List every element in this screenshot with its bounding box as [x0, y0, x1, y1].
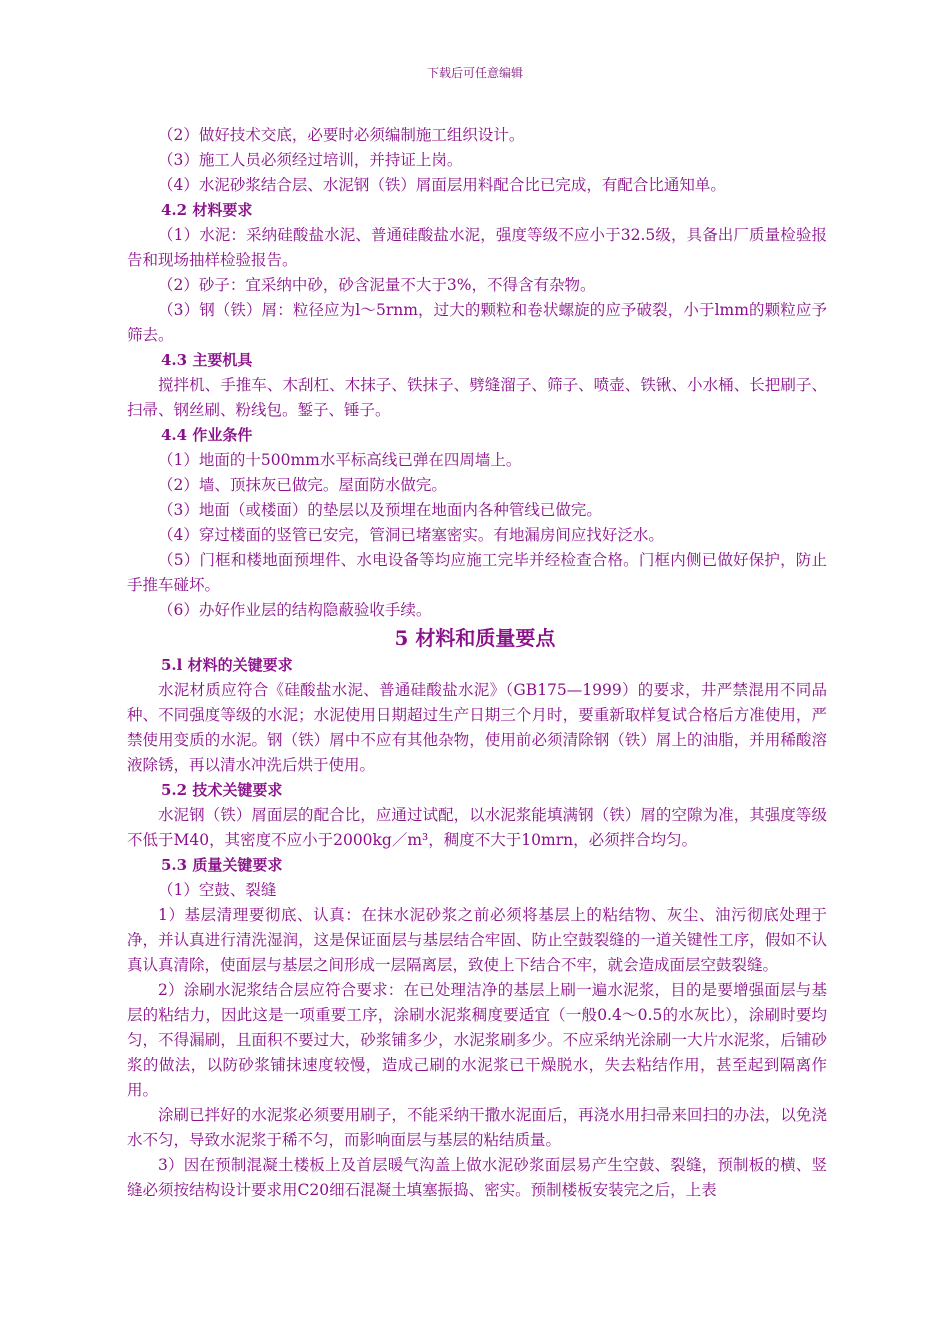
section-heading: 5.2 技术关键要求 — [161, 781, 283, 799]
section-heading: 5.l 材料的关键要求 — [161, 656, 293, 674]
paragraph: （5）门框和楼地面预埋件、水电设备等均应施工完毕并经检查合格。门框内侧已做好保护，防止手推车碰坏。 — [127, 551, 827, 594]
paragraph: （3）施工人员必须经过培训，并持证上岗。 — [158, 151, 463, 169]
paragraph: （4）水泥砂浆结合层、水泥钢（铁）屑面层用料配合比已完成，有配合比通知单。 — [158, 176, 726, 194]
paragraph: （1）地面的十500mm水平标高线已弹在四周墙上。 — [158, 451, 522, 469]
paragraph: 3）因在预制混凝土楼板上及首层暖气沟盖上做水泥砂浆面层易产生空鼓、裂缝，预制板的横、竖缝必须按结构设计要求用C20细石混凝土填塞振捣、密实。预制楼板安装完之后，上表 — [127, 1156, 827, 1199]
paragraph: （6）办好作业层的结构隐蔽验收手续。 — [158, 601, 432, 619]
paragraph: （2）做好技术交底，必要时必须编制施工组织设计。 — [158, 126, 525, 144]
document-body — [127, 123, 827, 1203]
paragraph: （2）墙、顶抹灰已做完。屋面防水做完。 — [158, 476, 447, 494]
page-header: 下载后可任意编辑 — [426, 66, 523, 80]
chapter-title: 5 材料和质量要点 — [394, 626, 556, 650]
section-heading: 4.2 材料要求 — [161, 201, 253, 219]
paragraph: （2）砂子：宜采纳中砂，砂含泥量不大于3%，不得含有杂物。 — [158, 276, 596, 294]
section-heading: 4.3 主要机具 — [161, 351, 253, 369]
paragraph: 1）基层清理要彻底、认真：在抹水泥砂浆之前必须将基层上的粘结物、灰尘、油污彻底处理于净，并认真进行清洗湿润，这是保证面层与基层结合牢固、防止空鼓裂缝的一道关键性工序，假如不认真认真清除，使面层与基层之间形成一层隔离层，致使上下结合不牢，就会造成面层空鼓裂缝。 — [127, 906, 827, 974]
section-heading: 4.4 作业条件 — [161, 426, 253, 444]
paragraph: （3）地面（或楼面）的垫层以及预埋在地面内各种管线已做完。 — [158, 501, 602, 519]
paragraph: 搅拌机、手推车、木刮杠、木抹子、铁抹子、劈缝溜子、筛子、喷壶、铁锹、小水桶、长把刷子、扫帚、钢丝刷、粉线包。錾子、锤子。 — [127, 376, 827, 419]
section-heading: 5.3 质量关键要求 — [161, 856, 283, 874]
paragraph: （4）穿过楼面的竖管已安完，管洞已堵塞密实。有地漏房间应找好泛水。 — [158, 526, 664, 544]
paragraph: 涂刷已拌好的水泥浆必须要用刷子，不能采纳干撒水泥面后，再浇水用扫帚来回扫的办法，以免浇水不匀，导致水泥浆于稀不匀，而影响面层与基层的粘结质量。 — [127, 1106, 827, 1149]
paragraph: （1）空鼓、裂缝 — [158, 881, 277, 899]
paragraph: 水泥材质应符合《硅酸盐水泥、普通硅酸盐水泥》（GB175—1999）的要求，井严禁混用不同品种、不同强度等级的水泥；水泥使用日期超过生产日期三个月时，要重新取样复试合格后方准使用，严禁使用变质的水泥。钢（铁）屑中不应有其他杂物，使用前必须清除钢（铁）屑上的油脂，并用稀酸溶液除锈，再以清水冲洗后烘于使用。 — [127, 681, 827, 774]
paragraph: （1）水泥：采纳硅酸盐水泥、普通硅酸盐水泥，强度等级不应小于32.5级，具备出厂质量检验报告和现场抽样检验报告。 — [127, 226, 827, 269]
paragraph: 2）涂刷水泥浆结合层应符合要求：在已处理洁净的基层上刷一遍水泥浆，目的是要增强面层与基层的粘结力，因此这是一项重要工序，涂刷水泥浆稠度要适宜（一般0.4～0.5的水灰比），涂刷时要均匀，不得漏刷，且面积不要过大，砂浆铺多少，水泥浆刷多少。不应采纳光涂刷一大片水泥浆，后铺砂浆的做法，以防砂浆铺抹速度较慢，造成己刷的水泥浆已干燥脱水，失去粘结作用，甚至起到隔离作用。 — [127, 981, 827, 1099]
paragraph: （3）钢（铁）屑：粒径应为l～5rnm，过大的颗粒和卷状螺旋的应予破裂，小于lmm的颗粒应予筛去。 — [127, 301, 827, 344]
paragraph: 水泥钢（铁）屑面层的配合比，应通过试配，以水泥浆能填满钢（铁）屑的空隙为准，其强度等级不低于M40，其密度不应小于2000kg／m³，稠度不大于10mrn，必须拌合均匀。 — [127, 806, 827, 849]
